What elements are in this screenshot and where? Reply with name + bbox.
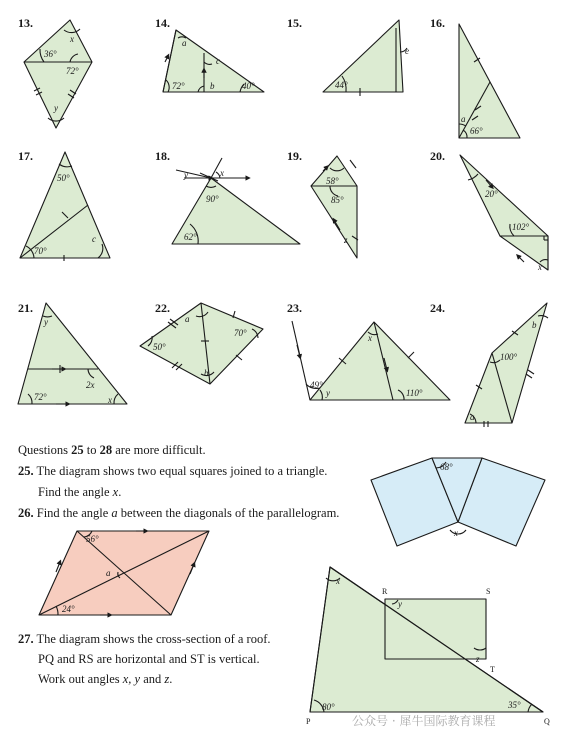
q13-figure (24, 20, 92, 128)
q15-label-0: e (405, 46, 409, 56)
question-number-23: 23. (287, 301, 302, 315)
q26-figure (39, 531, 209, 615)
question-number-16: 16. (430, 16, 445, 30)
q13-label-0: 36° (44, 49, 57, 59)
q21-figure (18, 303, 127, 404)
q18-label-1: x (220, 168, 224, 178)
q27-label-2: S (486, 587, 491, 596)
q21-label-0: y (44, 317, 48, 327)
q26-label-1: a (106, 568, 111, 578)
q27-label-3: y (398, 599, 402, 609)
q26-label-0: 56° (86, 534, 99, 544)
q14-label-3: b (210, 81, 215, 91)
q20-figure (460, 155, 548, 270)
q22-label-2: 50° (153, 342, 166, 352)
question-number-20: 20. (430, 149, 445, 163)
question-number-17: 17. (18, 149, 33, 163)
question-number-21: 21. (18, 301, 33, 315)
q20-label-1: 102° (512, 222, 530, 232)
q27-label-6: 80° (322, 702, 335, 712)
q13-label-1: x (70, 34, 74, 44)
q18-label-0: y (184, 170, 188, 180)
question-number-15: 15. (287, 16, 302, 30)
q25-figure (371, 458, 545, 546)
q27-label-8: P (306, 717, 311, 726)
q17-label-1: c (92, 234, 96, 244)
q21-label-2: 72° (34, 392, 47, 402)
q26-label-2: 24° (62, 604, 75, 614)
question-25-instruction: Find the angle x. (38, 485, 122, 499)
q25-label-0: 68° (440, 462, 453, 472)
question-26-text: 26. Find the angle a between the diagonals of the parallelogram. (18, 506, 340, 520)
q20-label-2: x (538, 262, 542, 272)
question-number-18: 18. (155, 149, 170, 163)
question-number-24: 24. (430, 301, 445, 315)
q19-label-2: z (344, 235, 348, 245)
q17-label-0: 50° (57, 173, 70, 183)
q25-label-1: x (454, 528, 458, 538)
more-difficult-intro: Questions 25 to 28 are more difficult. (18, 443, 206, 457)
q23-label-1: 49° (310, 380, 323, 390)
q16-figure (459, 24, 520, 138)
q22-label-0: a (185, 314, 190, 324)
q16-label-0: a (461, 114, 466, 124)
q21-label-1: 2x (86, 380, 95, 390)
q15-label-1: 44° (335, 80, 348, 90)
q17-figure (20, 152, 110, 261)
question-27-line3: Work out angles x, y and z. (38, 672, 173, 686)
q20-label-0: 20° (485, 189, 498, 199)
q27-label-7: 35° (508, 700, 521, 710)
question-25-text: 25. The diagram shows two equal squares joined to a triangle. (18, 464, 328, 478)
q19-figure (311, 156, 358, 258)
q27-figure (310, 567, 543, 712)
question-number-13: 13. (18, 16, 33, 30)
q24-label-2: a (470, 412, 475, 422)
q16-label-1: 66° (470, 126, 483, 136)
question-27-text: 27. The diagram shows the cross-section of a roof. (18, 632, 271, 646)
question-number-14: 14. (155, 16, 170, 30)
question-27-line2: PQ and RS are horizontal and ST is vertical. (38, 652, 260, 666)
q18-label-2: 90° (206, 194, 219, 204)
q14-label-0: a (182, 38, 187, 48)
q14-label-2: 72° (172, 81, 185, 91)
q22-label-1: 70° (234, 328, 247, 338)
q27-label-5: T (490, 665, 495, 674)
q21-label-3: x (108, 395, 112, 405)
q13-label-3: y (54, 103, 58, 113)
question-number-22: 22. (155, 301, 170, 315)
q24-label-1: 100° (500, 352, 518, 362)
q27-label-0: x (336, 576, 340, 586)
q23-label-3: 110° (406, 388, 423, 398)
question-number-19: 19. (287, 149, 302, 163)
q18-label-3: 62° (184, 232, 197, 242)
q14-label-1: c (216, 56, 220, 66)
q23-label-0: x (368, 333, 372, 343)
watermark: 公众号 · 犀牛国际教育课程 (352, 714, 496, 728)
q14-label-4: 40° (242, 81, 255, 91)
q17-label-2: 70° (34, 246, 47, 256)
q22-label-3: b (204, 368, 209, 378)
q24-label-0: b (532, 320, 537, 330)
q23-label-2: y (326, 388, 330, 398)
q27-label-4: z (476, 654, 480, 664)
q27-label-1: R (382, 587, 388, 596)
q13-label-2: 72° (66, 66, 79, 76)
q19-label-0: 58° (326, 176, 339, 186)
q19-label-1: 85° (331, 195, 344, 205)
q27-label-9: Q (544, 717, 550, 726)
